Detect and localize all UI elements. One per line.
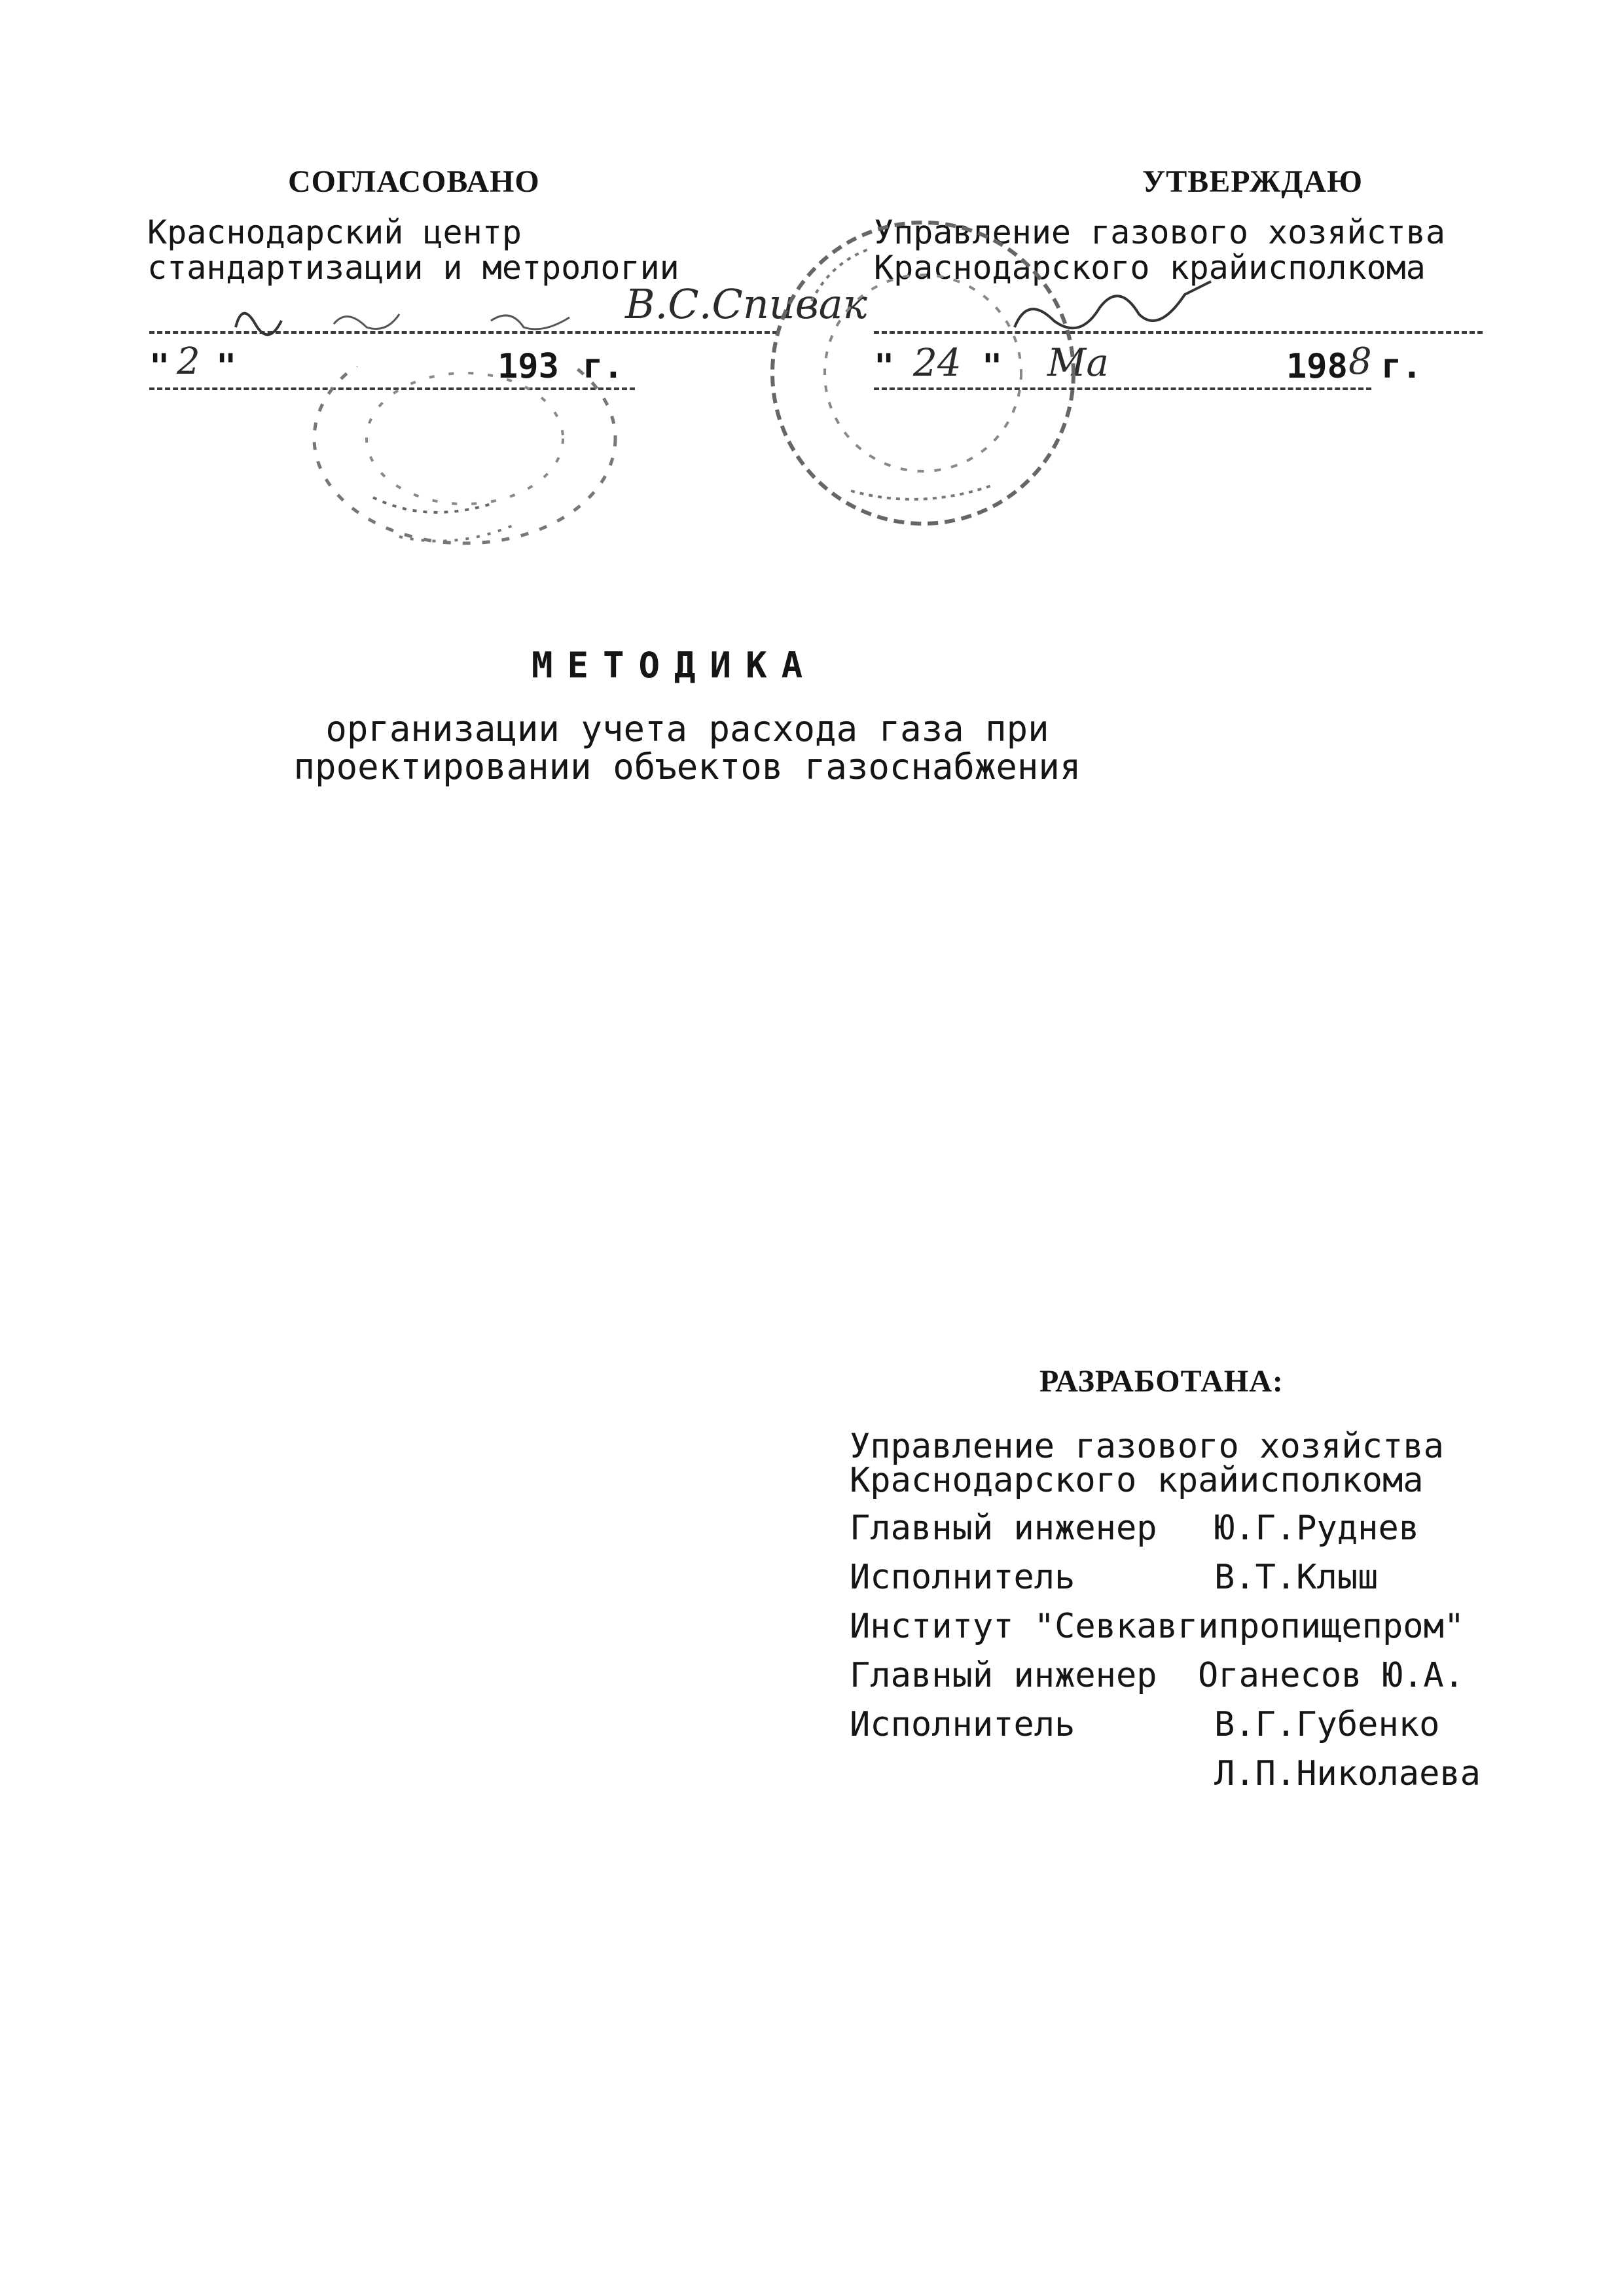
approved-date-day: 24 bbox=[913, 340, 962, 385]
approved-org-line-2: Краснодарского крайисполкома bbox=[874, 249, 1426, 287]
developed-name-chief-2: Оганесов Ю.А. bbox=[1198, 1656, 1464, 1695]
developed-org1-line-1: Управление газового хозяйства bbox=[850, 1427, 1444, 1466]
document-title: МЕТОДИКА bbox=[532, 645, 818, 686]
agreed-signature-scribble bbox=[216, 288, 635, 347]
developed-heading: РАЗРАБОТАНА: bbox=[1039, 1364, 1284, 1399]
agreed-org-line-2: стандартизации и метрологии bbox=[147, 249, 679, 287]
developed-role-chief-2: Главный инженер bbox=[850, 1656, 1157, 1695]
document-subtitle-line-1: организации учета расхода газа при bbox=[325, 708, 1049, 749]
approved-org-line-1: Управление газового хозяйства bbox=[874, 213, 1445, 251]
developed-name-exec-2a: В.Г.Губенко bbox=[1214, 1705, 1440, 1744]
approved-date-year-digit: 8 bbox=[1348, 340, 1372, 383]
agreed-stamp-seal bbox=[295, 367, 635, 563]
developed-role-exec-1: Исполнитель bbox=[850, 1558, 1075, 1597]
agreed-signature-name: В.С.Спивак bbox=[625, 280, 867, 328]
approved-date-close-quote: " bbox=[982, 347, 1003, 386]
agreed-date-year: 193 bbox=[497, 347, 559, 386]
document-subtitle-line-2: проектировании объектов газоснабжения bbox=[293, 746, 1081, 787]
approved-date-open-quote: " bbox=[874, 347, 895, 386]
approved-stamp-seal bbox=[753, 203, 1093, 543]
approved-date-year: 198 bbox=[1286, 347, 1348, 386]
developed-org1-line-2: Краснодарского крайисполкома bbox=[850, 1461, 1424, 1500]
developed-org2: Институт "Севкавгипропищепром" bbox=[850, 1607, 1465, 1646]
approved-heading: УТВЕРЖДАЮ bbox=[1142, 164, 1363, 199]
developed-name-chief-1: Ю.Г.Руднев bbox=[1214, 1509, 1420, 1548]
agreed-date-day: 2 bbox=[177, 340, 200, 383]
agreed-date-close-quote: " bbox=[216, 347, 237, 386]
developed-role-exec-2: Исполнитель bbox=[850, 1705, 1075, 1744]
approved-date-year-suffix: г. bbox=[1381, 347, 1422, 386]
developed-name-exec-2b: Л.П.Николаева bbox=[1214, 1754, 1481, 1793]
agreed-heading: СОГЛАСОВАНО bbox=[288, 164, 540, 199]
agreed-date-open-quote: " bbox=[149, 347, 170, 386]
approved-date-month: Ma bbox=[1047, 340, 1109, 385]
agreed-org-line-1: Краснодарский центр bbox=[147, 213, 522, 251]
agreed-date-year-suffix: г. bbox=[583, 347, 624, 386]
developed-name-exec-1: В.Т.Клыш bbox=[1214, 1558, 1379, 1597]
developed-role-chief-1: Главный инженер bbox=[850, 1509, 1157, 1548]
